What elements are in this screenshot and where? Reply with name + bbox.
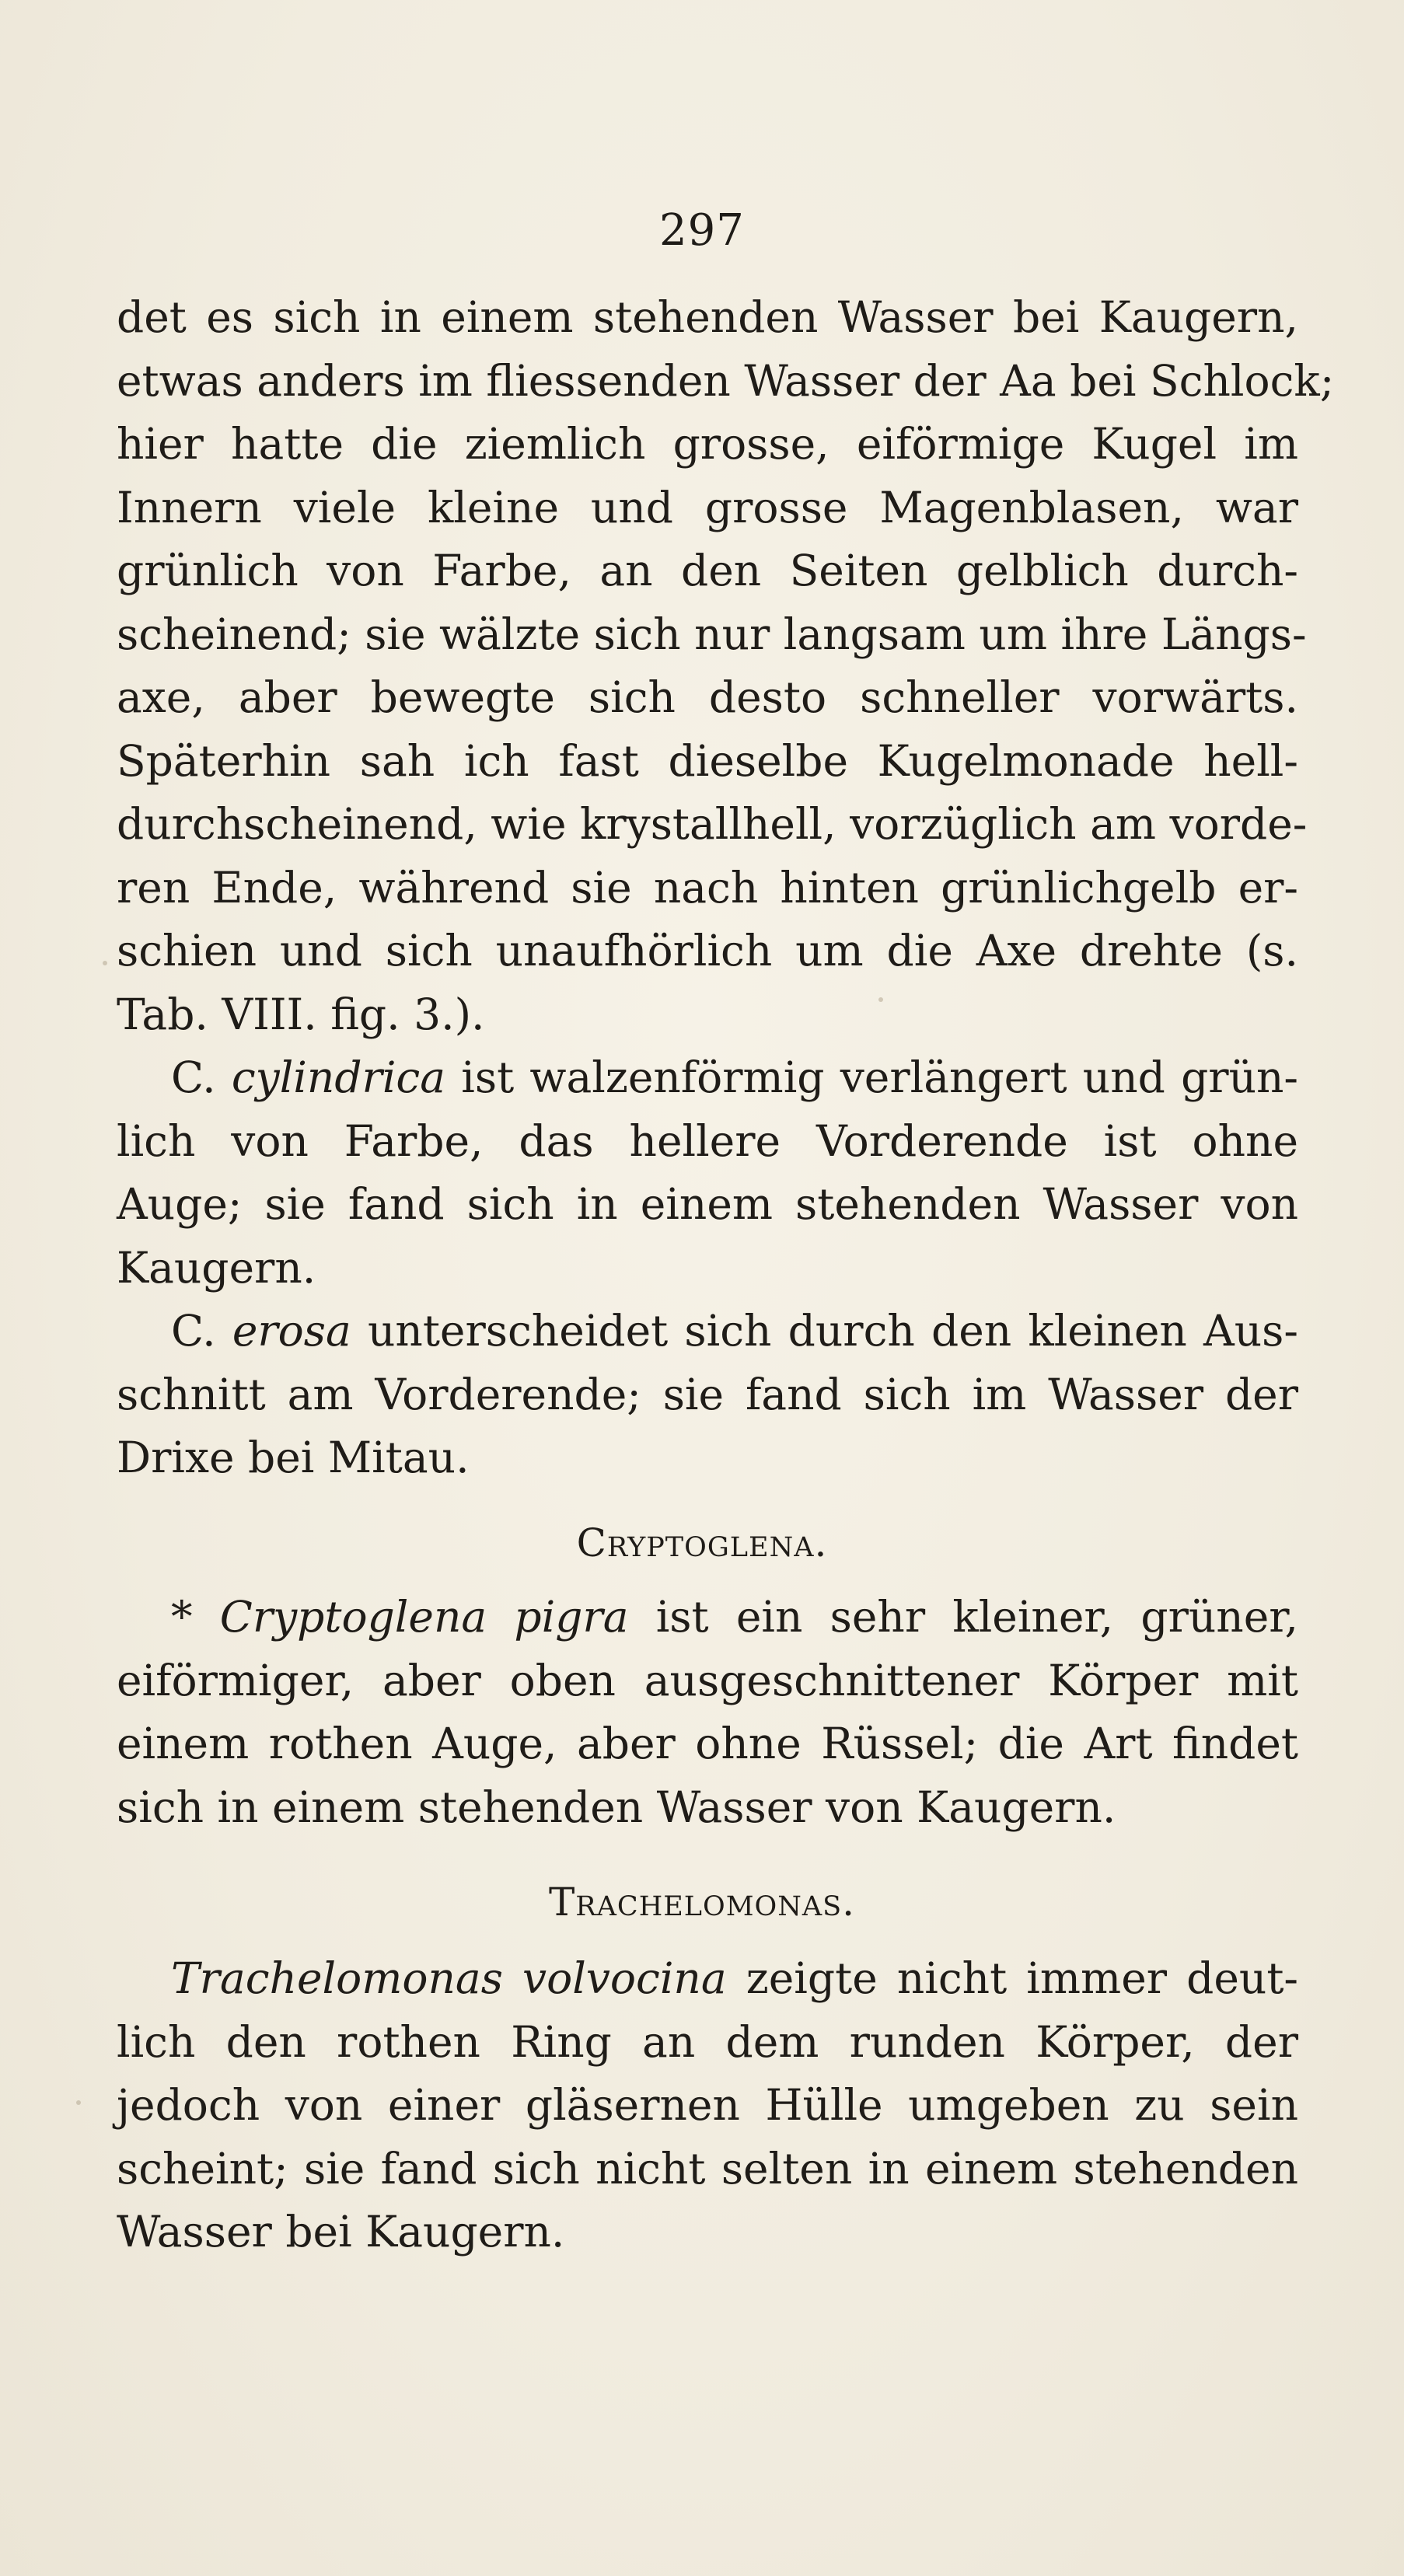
text-line: schien und sich unaufhörlich um die Axe drehte (s. — [117, 926, 1298, 976]
genus-abbrev: C. — [171, 1052, 216, 1102]
text-run: ist ein sehr kleiner, grüner, — [655, 1592, 1298, 1642]
species-name: Trachelomonas volvocina — [171, 1953, 727, 2003]
text-line: schnitt am Vorderende; sie fand sich im Wasser der — [117, 1369, 1298, 1419]
text-line: Drixe bei Mitau. — [117, 1433, 470, 1482]
new-record-star: * — [171, 1592, 193, 1642]
species-name: Cryptoglena pigra — [219, 1592, 629, 1642]
text-line: scheint; sie fand sich nicht selten in einem stehenden — [117, 2143, 1298, 2194]
text-line: lich von Farbe, das hellere Vorderende ist ohne — [117, 1115, 1298, 1166]
text-line: eiförmiger, aber oben ausgeschnittener Körper mit — [117, 1655, 1298, 1705]
species-entry-cryptoglena-pigra — [117, 1586, 1298, 1649]
paper-speck — [103, 961, 107, 965]
text-line: det es sich in einem stehenden Wasser bei Kaugern, — [117, 292, 1298, 342]
text-line: etwas anders im fliessenden Wasser der Aa bei Schlock; — [117, 355, 1335, 406]
text-line: axe, aber bewegte sich desto schneller vorwärts. — [117, 672, 1298, 722]
species-name: erosa — [232, 1306, 351, 1356]
section-heading-cryptoglena: Cryptoglena. — [576, 1520, 828, 1565]
species-name: cylindrica — [231, 1052, 446, 1102]
text-block-cryptoglena — [117, 1586, 1298, 1839]
text-line: lich den rothen Ring an dem runden Körper, der — [117, 2016, 1298, 2067]
text-line: Auge; sie fand sich in einem stehenden Wasser von — [117, 1179, 1298, 1229]
text-line: grünlich von Farbe, an den Seiten gelblich durch- — [117, 546, 1298, 595]
paper-speck — [878, 997, 883, 1002]
page-number: 297 — [659, 205, 745, 256]
text-line: Kaugern. — [117, 1242, 316, 1293]
text-run: zeigte nicht immer deut- — [746, 1953, 1299, 2003]
species-entry-trachelomonas-volvocina — [117, 1947, 1298, 2011]
section-heading-trachelomonas: Trachelomonas. — [548, 1880, 856, 1925]
genus-abbrev: C. — [171, 1306, 216, 1356]
text-line: jedoch von einer gläsernen Hülle umgeben zu sein — [117, 2080, 1298, 2130]
species-entry-erosa — [117, 1300, 1298, 1363]
text-run: ist walzenförmig verlängert und grün- — [461, 1052, 1299, 1102]
text-line: scheinend; sie wälzte sich nur langsam um ihre Längs- — [117, 609, 1307, 659]
text-line: durchscheinend, wie krystallhell, vorzüglich am vorde- — [117, 799, 1308, 849]
text-line: Wasser bei Kaugern. — [117, 2207, 565, 2257]
text-run: unterscheidet sich durch den kleinen Aus- — [367, 1306, 1298, 1356]
text-block-trachelomonas — [117, 1947, 1298, 2264]
paper-speck — [76, 2100, 81, 2105]
text-line: hier hatte die ziemlich grosse, eiförmige Kugel im — [117, 419, 1298, 469]
text-line: ren Ende, während sie nach hinten grünlichgelb er- — [117, 862, 1298, 913]
text-line: Tab. VIII. fig. 3.). — [117, 989, 485, 1039]
text-line: Innern viele kleine und grosse Magenblasen, war — [117, 482, 1298, 532]
text-line: einem rothen Auge, aber ohne Rüssel; die Art findet — [117, 1719, 1298, 1768]
text-line: sich in einem stehenden Wasser von Kaugern. — [117, 1782, 1116, 1832]
text-line: Späterhin sah ich fast dieselbe Kugelmonade hell- — [117, 735, 1298, 786]
species-entry-cylindrica — [117, 1046, 1298, 1110]
text-block-intro — [117, 286, 1335, 1490]
